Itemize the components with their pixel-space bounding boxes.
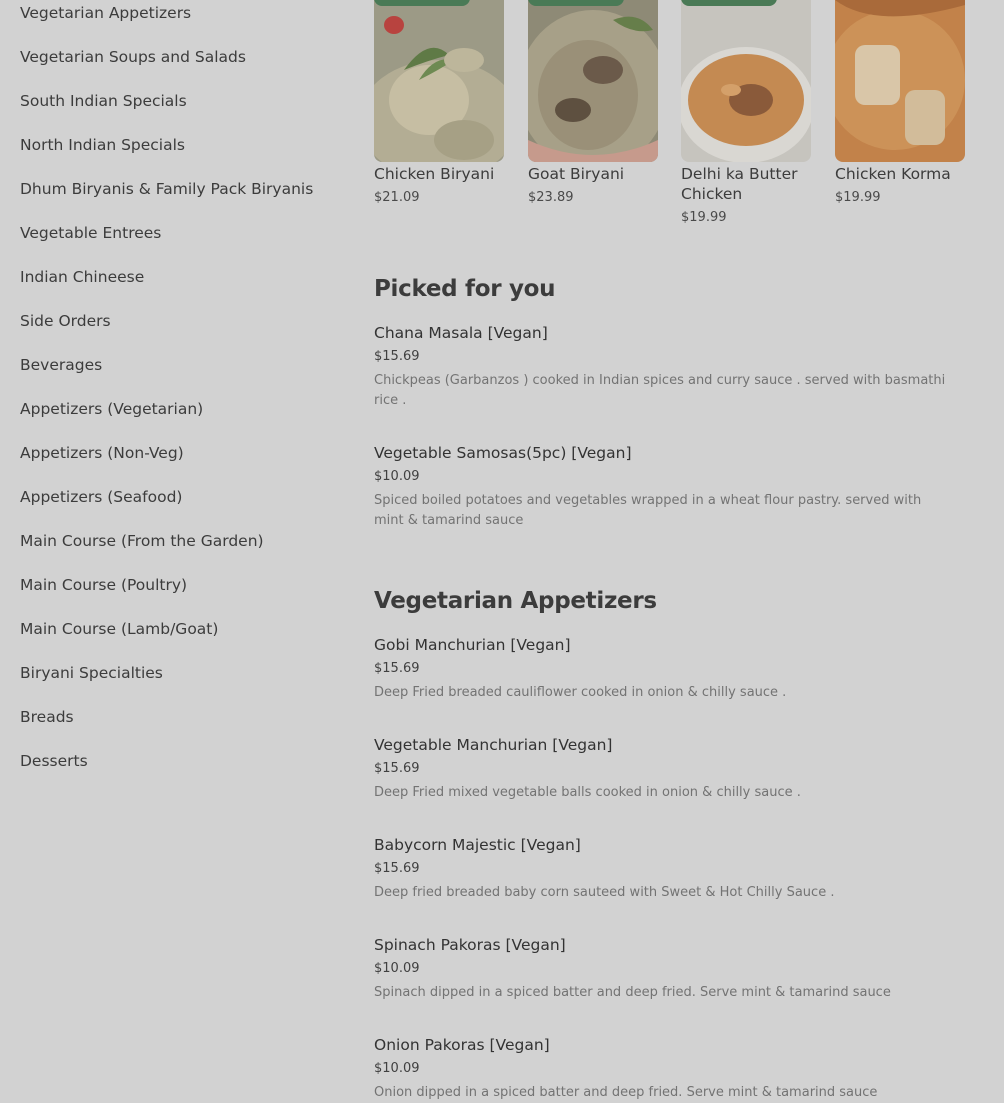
sidebar-item-appetizers-seafood[interactable]: Appetizers (Seafood) [20,488,183,506]
sidebar-item-vegetable-entrees[interactable]: Vegetable Entrees [20,224,162,242]
menu-item-name: Chana Masala [Vegan] [374,324,548,342]
promo-badge [681,0,777,6]
sidebar-item-vegetarian-soups-salads[interactable]: Vegetarian Soups and Salads [20,48,246,66]
menu-item-vegetable-manchurian[interactable] [374,734,954,803]
menu-item-price: $10.09 [374,961,420,976]
menu-item-price: $15.69 [374,661,420,676]
menu-item-price: $10.09 [374,1061,420,1076]
sidebar-item-main-course-poultry[interactable]: Main Course (Poultry) [20,576,188,594]
sidebar-item-biryani-specialties[interactable]: Biryani Specialties [20,664,163,682]
featured-card-name: Goat Biryani [528,165,625,183]
menu-item-name: Babycorn Majestic [Vegan] [374,836,581,854]
menu-item-gobi-manchurian[interactable] [374,634,954,703]
promo-badge [374,0,470,6]
menu-item-description: Spinach dipped in a spiced batter and deep fried. Serve mint & tamarind sauce [374,985,891,1000]
sidebar-item-desserts[interactable]: Desserts [20,752,88,770]
featured-card-price: $19.99 [835,190,881,205]
menu-item-description: Onion dipped in a spiced batter and deep fried. Serve mint & tamarind sauce [374,1085,878,1100]
menu-item-description: Deep fried breaded baby corn sauteed with Sweet & Hot Chilly Sauce . [374,885,835,900]
featured-card-price: $21.09 [374,190,420,205]
featured-card-price: $23.89 [528,190,574,205]
biryani-photo-icon [528,0,658,162]
sidebar-item-main-course-garden[interactable]: Main Course (From the Garden) [20,532,264,550]
curry-bowl-photo-icon [681,0,811,162]
sidebar-item-indian-chineese[interactable]: Indian Chineese [20,268,145,286]
menu-item-name: Spinach Pakoras [Vegan] [374,936,566,954]
menu-item-description: Chickpeas (Garbanzos ) cooked in Indian spices and curry sauce . served with basmathi rice . [374,373,946,408]
menu-item-chana-masala[interactable] [374,322,954,411]
promo-badge [528,0,624,6]
menu-item-price: $15.69 [374,861,420,876]
featured-card-price: $19.99 [681,210,727,225]
biryani-photo-icon [374,0,504,162]
sidebar-item-appetizers-vegetarian[interactable]: Appetizers (Vegetarian) [20,400,204,418]
sidebar-item-side-orders[interactable]: Side Orders [20,312,111,330]
menu-item-vegetable-samosas[interactable] [374,442,954,531]
menu-item-description: Deep Fried breaded cauliflower cooked in onion & chilly sauce . [374,685,787,700]
menu-item-description: Deep Fried mixed vegetable balls cooked in onion & chilly sauce . [374,785,801,800]
menu-item-price: $15.69 [374,349,420,364]
sidebar-item-appetizers-non-veg[interactable]: Appetizers (Non-Veg) [20,444,184,462]
featured-card-name: Chicken Biryani [374,165,495,183]
sidebar-item-north-indian-specials[interactable]: North Indian Specials [20,136,185,154]
menu-item-babycorn-majestic[interactable] [374,834,954,903]
featured-card-name: Chicken Korma [835,165,951,183]
menu-item-name: Vegetable Manchurian [Vegan] [374,736,613,754]
menu-item-name: Vegetable Samosas(5pc) [Vegan] [374,444,632,462]
curry-photo-icon [835,0,965,162]
sidebar-item-south-indian-specials[interactable]: South Indian Specials [20,92,187,110]
section-title-vegetarian-appetizers: Vegetarian Appetizers [374,588,657,614]
sidebar-item-main-course-lamb-goat[interactable]: Main Course (Lamb/Goat) [20,620,219,638]
sidebar-item-breads[interactable]: Breads [20,708,74,726]
sidebar-item-dhum-biryanis[interactable]: Dhum Biryanis & Family Pack Biryanis [20,180,314,198]
menu-item-price: $15.69 [374,761,420,776]
menu-item-price: $10.09 [374,469,420,484]
menu-item-name: Gobi Manchurian [Vegan] [374,636,571,654]
featured-card-name: Delhi ka Butter Chicken [681,165,798,203]
section-title-picked-for-you: Picked for you [374,276,556,302]
menu-item-spinach-pakoras[interactable] [374,934,954,1003]
sidebar-item-beverages[interactable]: Beverages [20,356,103,374]
menu-item-name: Onion Pakoras [Vegan] [374,1036,550,1054]
menu-item-description: Spiced boiled potatoes and vegetables wrapped in a wheat flour pastry. served with mint & tamarind sauce [374,493,922,528]
sidebar-item-vegetarian-appetizers[interactable]: Vegetarian Appetizers [20,4,192,22]
menu-item-onion-pakoras[interactable] [374,1034,954,1103]
